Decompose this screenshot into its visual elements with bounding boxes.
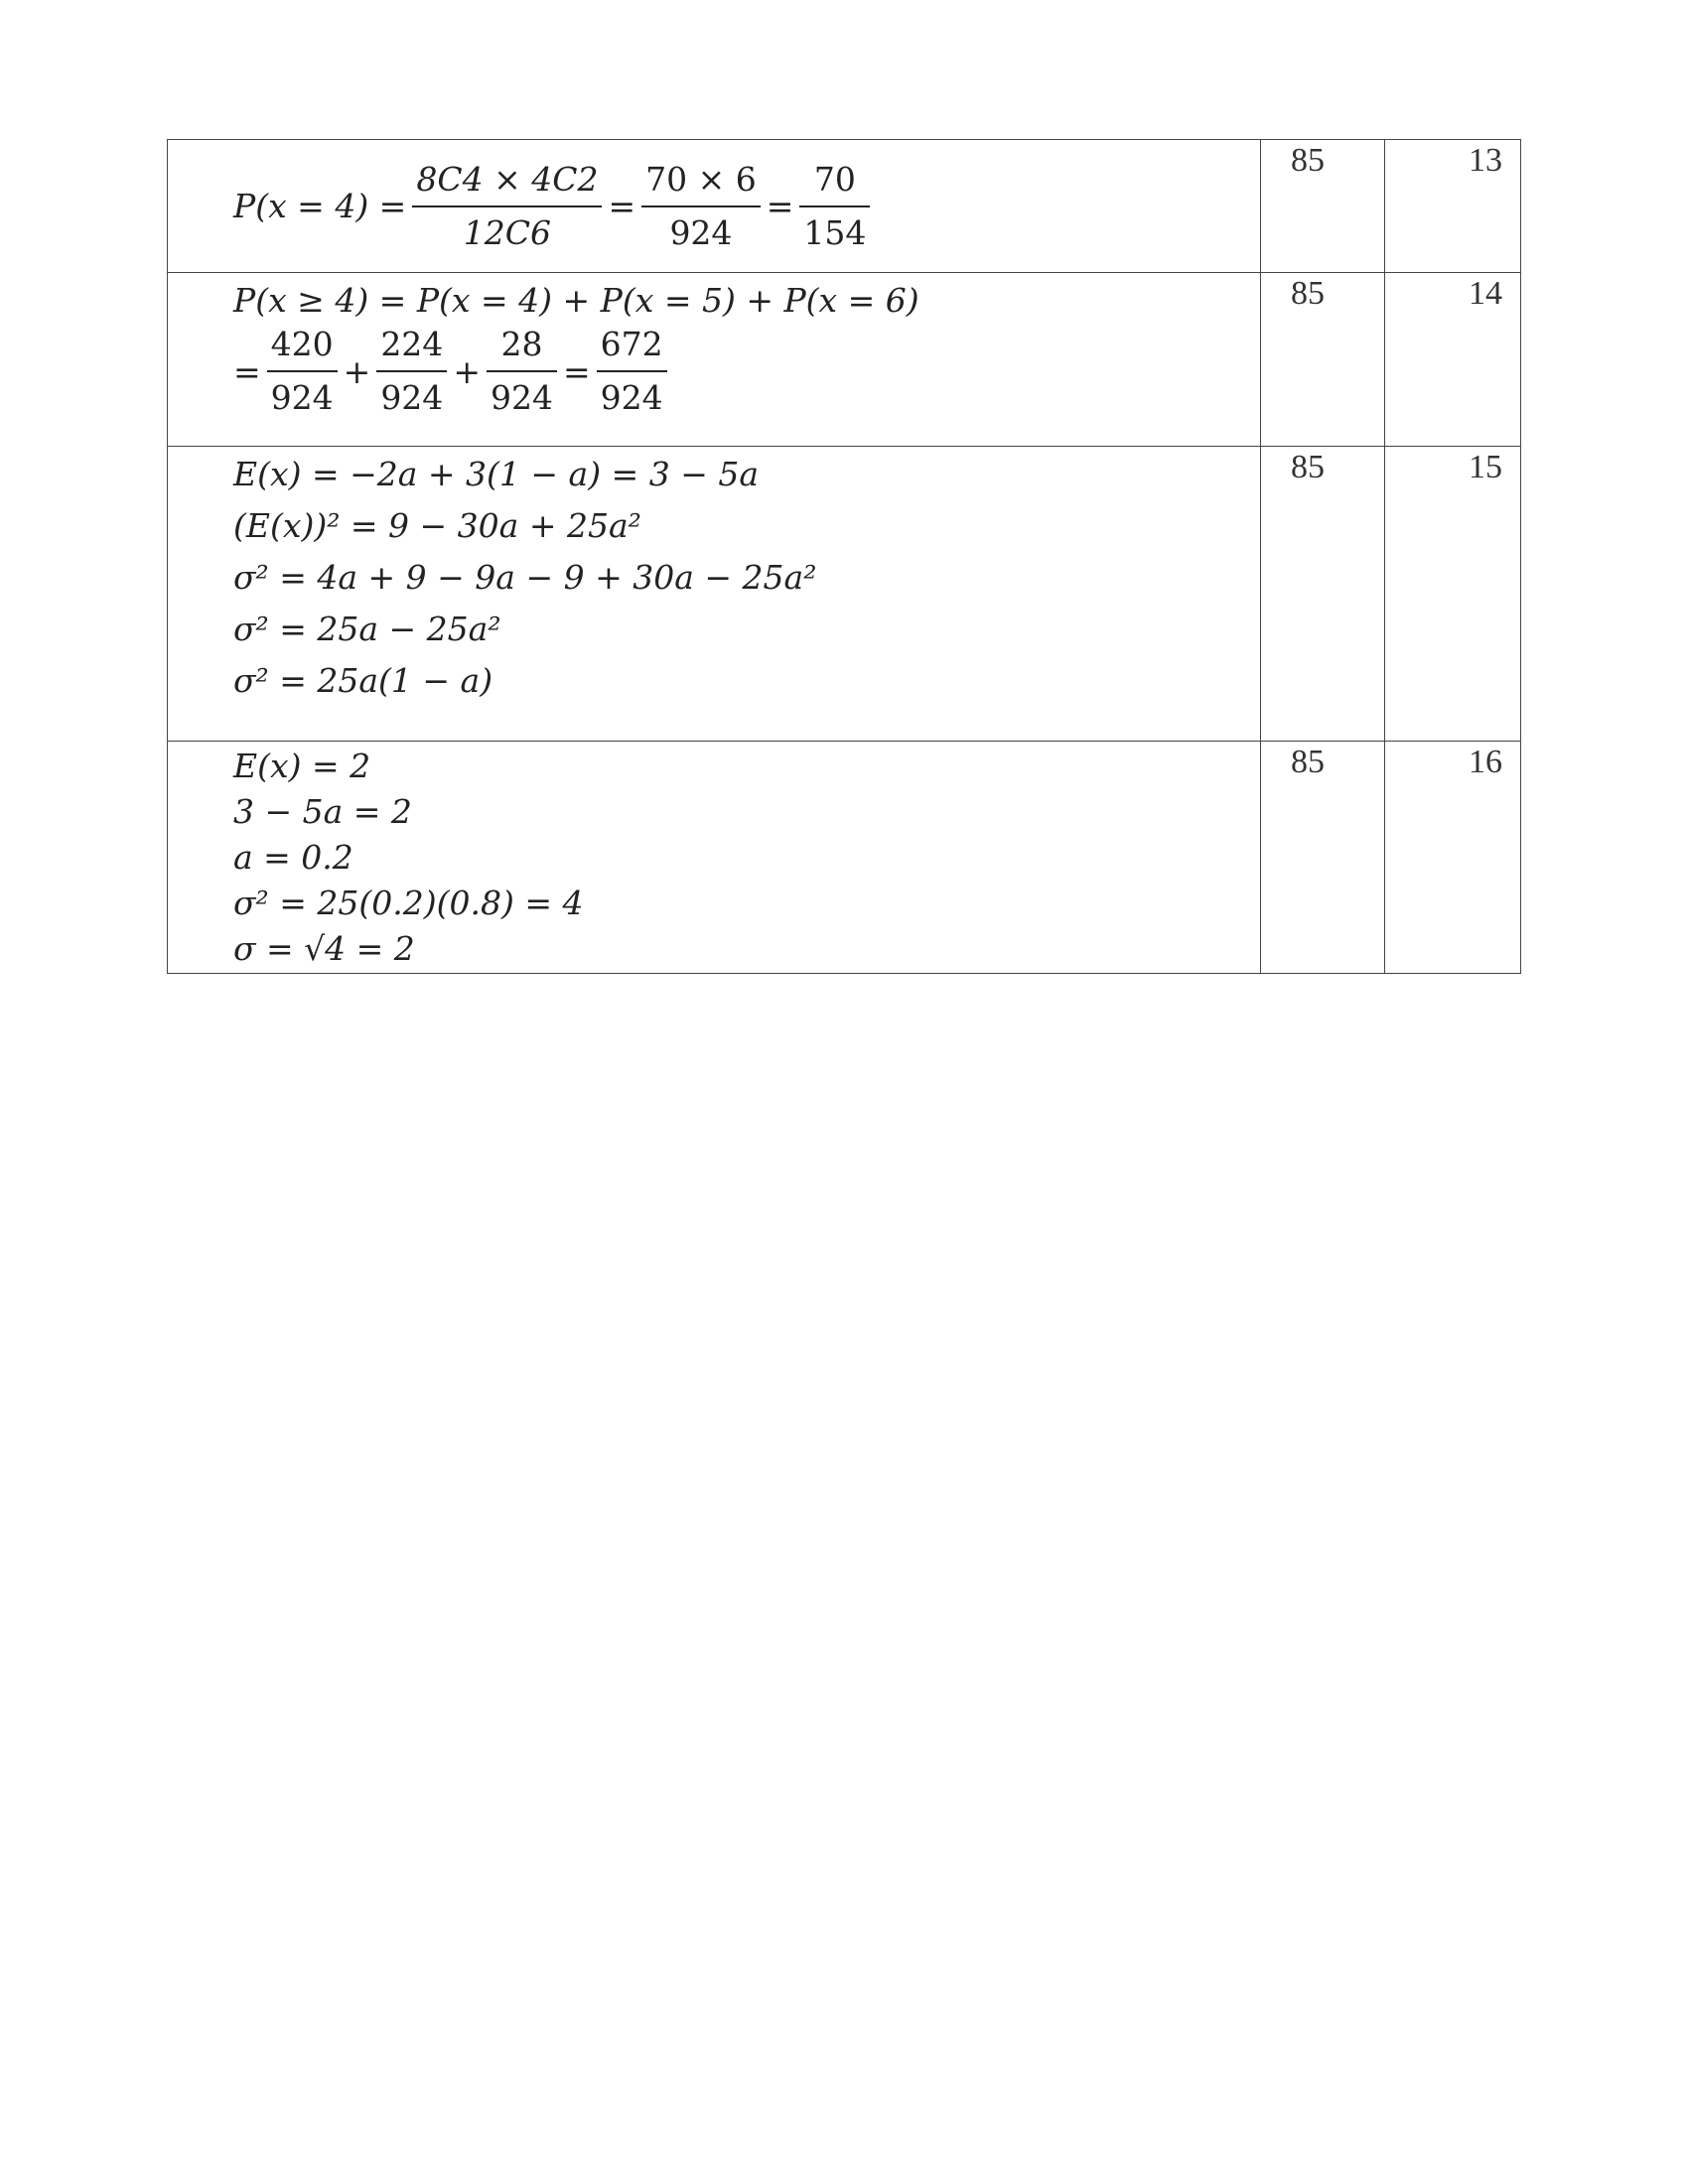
question-number-cell [1385, 742, 1521, 974]
fraction-numerator: 8C4 × 4C2 [416, 159, 599, 199]
fraction [799, 154, 870, 259]
fraction-denominator: 924 [600, 378, 663, 417]
marks-cell [1261, 273, 1385, 447]
plus-sign: + [453, 351, 481, 391]
fraction-numerator: 420 [270, 325, 334, 363]
question-number: 16 [1469, 744, 1502, 780]
question-number: 15 [1469, 449, 1502, 485]
fraction [412, 154, 602, 259]
working-lines [168, 742, 1260, 972]
marks-cell [1261, 140, 1385, 273]
question-number-cell [1385, 447, 1521, 742]
fraction [641, 154, 761, 259]
marks-value: 85 [1291, 744, 1325, 780]
working-cell [168, 447, 1261, 742]
question-number: 13 [1469, 142, 1502, 179]
equation-line: σ² = 25(0.2)(0.8) = 4 [233, 884, 584, 922]
fraction [376, 319, 447, 424]
table-row [168, 140, 1521, 273]
table-row [168, 742, 1521, 974]
equation-line: σ = √4 = 2 [233, 929, 415, 968]
fraction-numerator: 70 × 6 [645, 159, 757, 199]
marks-cell [1261, 742, 1385, 974]
fraction-denominator: 924 [490, 378, 553, 417]
solution-table [167, 139, 1521, 974]
fraction-numerator: 28 [500, 325, 543, 363]
marks-value: 85 [1291, 449, 1325, 485]
equals-sign: = [608, 187, 636, 225]
equation-line: a = 0.2 [233, 838, 353, 877]
fraction-denominator: 924 [669, 212, 733, 252]
table-row [168, 273, 1521, 447]
working-lines [168, 447, 1260, 707]
equals-sign: = [562, 351, 591, 391]
fraction-denominator: 154 [803, 212, 867, 252]
equals-sign: = [233, 351, 261, 391]
equation-line: (E(x))² = 9 − 30a + 25a² [233, 506, 641, 545]
marks-cell [1261, 447, 1385, 742]
equation-line: P(x ≥ 4) = P(x = 4) + P(x = 5) + P(x = 6) [233, 281, 919, 320]
fraction [597, 319, 667, 424]
working-cell [168, 742, 1261, 974]
marks-value: 85 [1291, 142, 1325, 179]
equation-line: E(x) = −2a + 3(1 − a) = 3 − 5a [233, 455, 759, 493]
working-cell [168, 273, 1261, 447]
marks-value: 85 [1291, 275, 1325, 312]
fraction [267, 319, 338, 424]
fraction-numerator: 672 [600, 325, 663, 363]
equation-line: 3 − 5a = 2 [233, 792, 412, 831]
fraction-denominator: 924 [380, 378, 444, 417]
fraction-numerator: 224 [380, 325, 444, 363]
fraction-denominator: 924 [270, 378, 334, 417]
equation-line: σ² = 25a − 25a² [233, 610, 501, 648]
equation [168, 140, 1260, 272]
equation-line: σ² = 4a + 9 − 9a − 9 + 30a − 25a² [233, 558, 817, 597]
equals-sign: = [766, 187, 794, 225]
equation-lhs: P(x = 4) = [233, 187, 407, 225]
working-cell [168, 140, 1261, 273]
fraction [487, 319, 557, 424]
fraction-numerator: 70 [813, 159, 856, 199]
equation [233, 319, 1260, 424]
plus-sign: + [343, 351, 371, 391]
question-number: 14 [1469, 275, 1502, 312]
question-number-cell [1385, 140, 1521, 273]
equation-line: E(x) = 2 [233, 747, 371, 785]
table-row [168, 447, 1521, 742]
working-lines [168, 273, 1260, 424]
equation-line: σ² = 25a(1 − a) [233, 661, 493, 700]
question-number-cell [1385, 273, 1521, 447]
fraction-denominator: 12C6 [463, 212, 552, 252]
